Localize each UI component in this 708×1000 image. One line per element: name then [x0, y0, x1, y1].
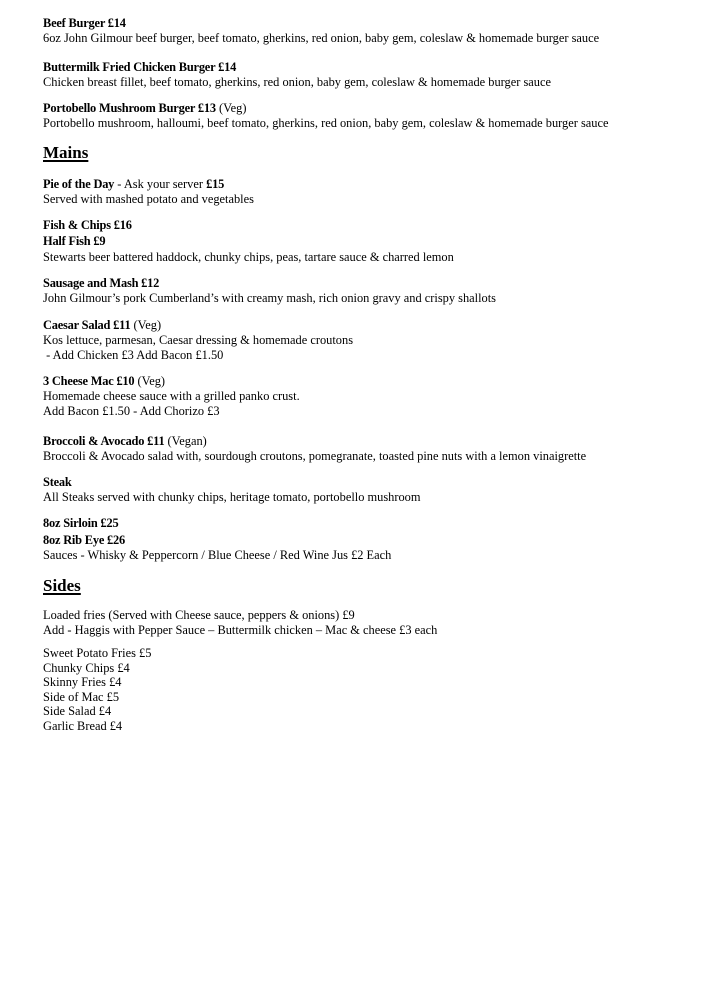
dietary-tag: (Veg)	[134, 374, 166, 388]
menu-item-cheese-mac	[43, 374, 300, 419]
menu-item-chicken-burger	[43, 60, 551, 90]
item-description: Stewarts beer battered haddock, chunky chips, peas, tartare sauce & charred lemon	[43, 250, 454, 264]
section-heading-sides: Sides	[43, 576, 81, 595]
dietary-tag: (Veg)	[215, 101, 247, 115]
item-price: £15	[206, 177, 225, 191]
item-extras: Add - Haggis with Pepper Sauce – Buttermilk chicken – Mac & cheese £3 each	[43, 623, 438, 637]
list-item: Sweet Potato Fries £5	[43, 646, 152, 660]
item-description: John Gilmour’s pork Cumberland’s with creamy mash, rich onion gravy and crispy shallots	[43, 291, 496, 305]
menu-item-steak-cuts	[43, 516, 391, 563]
item-half-portion: Half Fish £9	[43, 234, 106, 248]
item-description: Loaded fries (Served with Cheese sauce, peppers & onions) £9	[43, 608, 355, 622]
item-title: Caesar Salad £11	[43, 318, 131, 332]
item-title: Steak	[43, 475, 72, 489]
steak-ribeye: 8oz Rib Eye £26	[43, 533, 126, 547]
steak-sauces: Sauces - Whisky & Peppercorn / Blue Cheese / Red Wine Jus £2 Each	[43, 548, 392, 562]
list-item: Side Salad £4	[43, 704, 112, 718]
menu-item-steak	[43, 475, 421, 505]
item-description: Portobello mushroom, halloumi, beef tomato, gherkins, red onion, baby gem, coleslaw & homemade burger sauce	[43, 116, 609, 130]
menu-item-caesar-salad	[43, 318, 353, 363]
list-item: Side of Mac £5	[43, 689, 120, 704]
menu-item-loaded-fries	[43, 608, 437, 638]
item-description: Broccoli & Avocado salad with, sourdough croutons, pomegranate, toasted pine nuts with a lemon vinaigrette	[43, 449, 587, 463]
dietary-tag: (Vegan)	[164, 434, 207, 448]
item-description: Homemade cheese sauce with a grilled panko crust.	[43, 389, 300, 403]
item-extras: - Add Chicken £3 Add Bacon £1.50	[43, 348, 224, 362]
item-note: - Ask your server	[114, 177, 207, 191]
item-title: Pie of the Day	[43, 177, 115, 191]
item-description: Chicken breast fillet, beef tomato, gherkins, red onion, baby gem, coleslaw & homemade burger sauce	[43, 75, 551, 89]
menu-item-sausage-mash	[43, 276, 496, 306]
menu-item-mushroom-burger	[43, 101, 608, 131]
item-description: 6oz John Gilmour beef burger, beef tomato, gherkins, red onion, baby gem, coleslaw & homemade burger sauce	[43, 31, 600, 45]
item-title: Broccoli & Avocado £11	[43, 434, 165, 448]
item-title: Fish & Chips £16	[43, 218, 132, 232]
section-heading-mains: Mains	[43, 143, 89, 162]
item-description: All Steaks served with chunky chips, heritage tomato, portobello mushroom	[43, 490, 421, 504]
steak-sirloin: 8oz Sirloin £25	[43, 516, 119, 530]
menu-item-fish-chips	[43, 218, 454, 265]
menu-item-broccoli-avocado	[43, 434, 586, 464]
list-item: Garlic Bread £4	[43, 718, 123, 733]
item-title: Buttermilk Fried Chicken Burger £14	[43, 60, 237, 74]
menu-item-beef-burger	[43, 16, 599, 46]
item-title: Beef Burger £14	[43, 16, 126, 30]
item-title: Portobello Mushroom Burger £13	[43, 101, 216, 115]
item-description: Kos lettuce, parmesan, Caesar dressing & homemade croutons	[43, 333, 354, 347]
list-item: Chunky Chips £4	[43, 660, 130, 675]
menu-item-pie	[43, 177, 254, 207]
dietary-tag: (Veg)	[130, 318, 162, 332]
item-extras: Add Bacon £1.50 - Add Chorizo £3	[43, 404, 220, 418]
item-title: 3 Cheese Mac £10	[43, 374, 135, 388]
item-description: Served with mashed potato and vegetables	[43, 192, 254, 206]
item-title: Sausage and Mash £12	[43, 276, 160, 290]
list-item: Skinny Fries £4	[43, 675, 122, 689]
sides-list	[43, 646, 151, 733]
